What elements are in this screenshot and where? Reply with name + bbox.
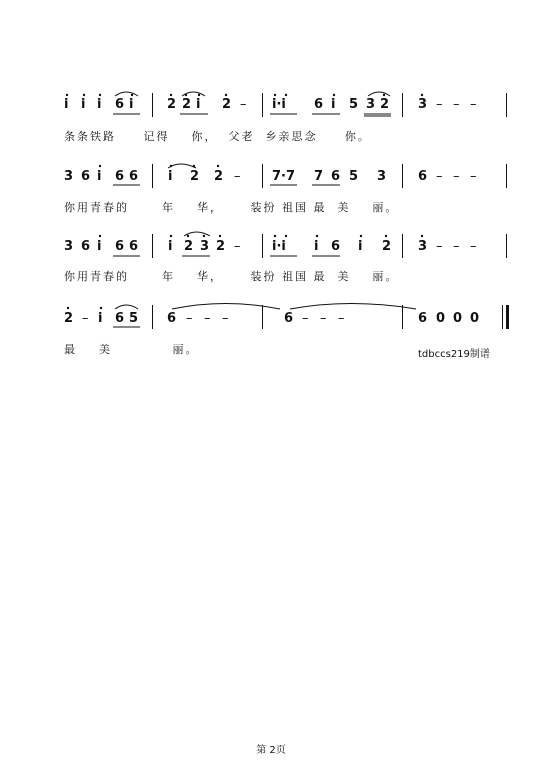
note: i·i: [272, 239, 286, 254]
note: i: [97, 97, 102, 112]
note: 6: [314, 97, 324, 112]
note: i: [64, 97, 69, 112]
dash: –: [453, 239, 460, 254]
note: 6: [115, 97, 125, 112]
note: 6: [418, 311, 428, 326]
note: 0: [470, 311, 480, 326]
note: 2: [222, 97, 232, 112]
note: 2: [190, 169, 200, 184]
lyrics-row-2: 你用青春的 年 华， 装扮 祖国 最 美 丽。: [64, 201, 399, 214]
note: 3: [366, 97, 376, 112]
dash: –: [234, 169, 241, 184]
dash: –: [186, 311, 193, 326]
note: i: [98, 311, 103, 326]
note: i: [97, 169, 102, 184]
note: 7·7: [272, 169, 296, 184]
dash: –: [470, 239, 477, 254]
note: 0: [436, 311, 446, 326]
note: 6: [115, 311, 125, 326]
note: i: [314, 239, 319, 254]
note: 6: [115, 239, 125, 254]
note: 3: [64, 239, 74, 254]
dash: –: [338, 311, 345, 326]
note: 5: [349, 97, 359, 112]
note: 6: [331, 239, 341, 254]
note: i: [81, 97, 86, 112]
dash: –: [436, 169, 443, 184]
dash: –: [453, 97, 460, 112]
dash: –: [204, 311, 211, 326]
note: 6: [81, 169, 91, 184]
note: i: [168, 169, 173, 184]
page-number: 第 2页: [256, 745, 286, 756]
note: 2: [382, 239, 392, 254]
arranger-credit: tdbccs219制谱: [418, 349, 490, 360]
note: 3: [200, 239, 210, 254]
dash: –: [302, 311, 309, 326]
dash: –: [222, 311, 229, 326]
note: i: [196, 97, 201, 112]
note: i: [331, 97, 336, 112]
note: 6: [167, 311, 177, 326]
note: 2: [182, 97, 192, 112]
note: i·i: [272, 97, 286, 112]
note: 2: [167, 97, 177, 112]
note: 2: [184, 239, 194, 254]
note: 6: [331, 169, 341, 184]
note: 6: [418, 169, 428, 184]
dash: –: [240, 97, 247, 112]
note: 2: [64, 311, 74, 326]
note: i: [97, 239, 102, 254]
dash: –: [453, 169, 460, 184]
dash: –: [234, 239, 241, 254]
note: 5: [129, 311, 139, 326]
note: 6: [81, 239, 91, 254]
note: 3: [377, 169, 387, 184]
note: i: [358, 239, 363, 254]
note: 3: [64, 169, 74, 184]
lyrics-row-1: 条条铁路 记得 你， 父老 乡亲思念 你。: [64, 130, 371, 143]
note: 6: [129, 169, 139, 184]
note: 3: [418, 239, 428, 254]
dash: –: [82, 311, 89, 326]
note: i: [129, 97, 134, 112]
note: 2: [380, 97, 390, 112]
lyrics-row-3: 你用青春的 年 华， 装扮 祖国 最 美 丽。: [64, 270, 399, 283]
dash: –: [436, 97, 443, 112]
note: 6: [284, 311, 294, 326]
note: 6: [129, 239, 139, 254]
lyrics-row-4: 最 美 丽。: [64, 343, 199, 356]
dash: –: [320, 311, 327, 326]
dash: –: [470, 169, 477, 184]
note: 7: [314, 169, 324, 184]
note: 6: [115, 169, 125, 184]
note: 5: [349, 169, 359, 184]
note: 2: [216, 239, 226, 254]
dash: –: [436, 239, 443, 254]
note: 3: [418, 97, 428, 112]
dash: –: [470, 97, 477, 112]
note: i: [168, 239, 173, 254]
note: 0: [453, 311, 463, 326]
note: 2: [214, 169, 224, 184]
